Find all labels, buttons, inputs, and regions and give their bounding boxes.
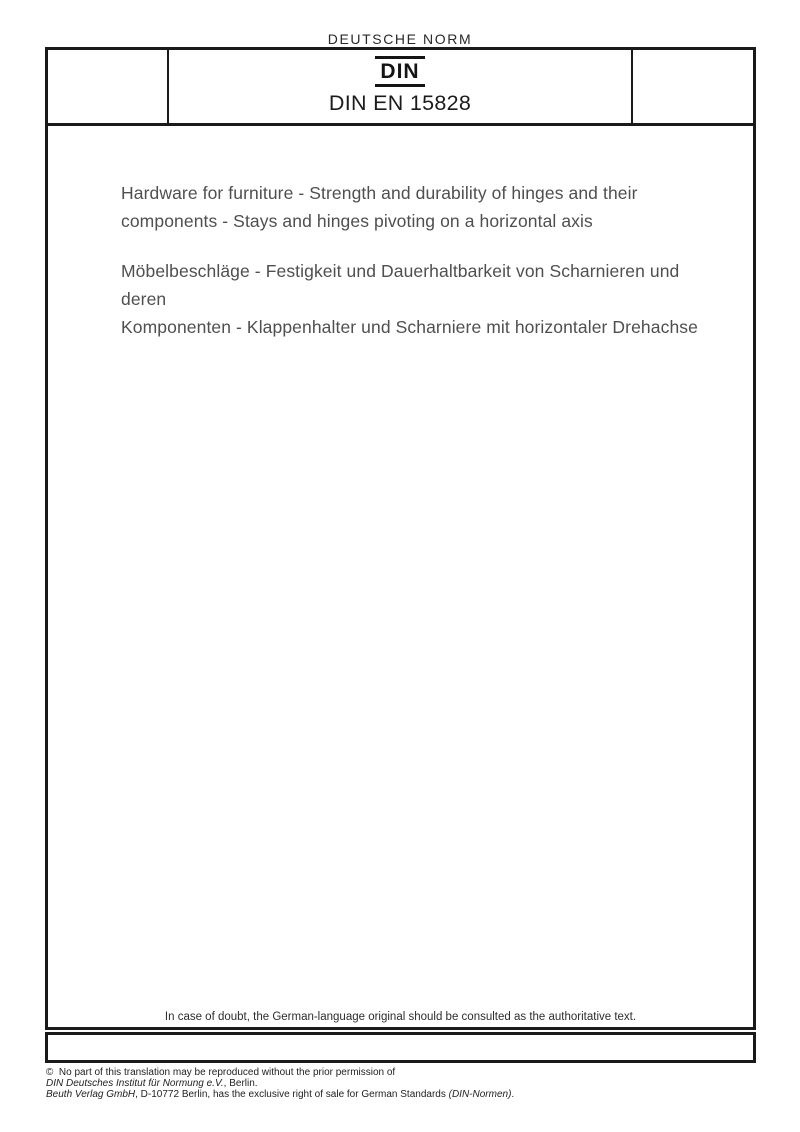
title-german-line2: Komponenten - Klappenhalter und Scharniere mit horizontaler Drehachse <box>121 317 698 337</box>
header-row <box>48 50 753 126</box>
copyright-line2-rest: , Berlin. <box>223 1078 258 1089</box>
header-cell-right <box>633 50 753 123</box>
authoritative-text-note: In case of doubt, the German-language original should be consulted as the authoritative text. <box>164 1011 637 1023</box>
copyright-line3-publisher: Beuth Verlag GmbH <box>46 1089 136 1100</box>
header-cell-left <box>48 50 169 123</box>
title-german <box>121 257 713 341</box>
document-number: DIN EN 15828 <box>328 91 472 115</box>
copyright-line3-text: , D-10772 Berlin, has the exclusive right of sale for German Standards <box>135 1089 449 1100</box>
copyright-line3-din-normen: (DIN-Normen) <box>448 1089 512 1100</box>
title-area <box>48 126 753 1027</box>
din-logo: DIN <box>375 56 424 87</box>
title-german-line1: Möbelbeschläge - Festigkeit und Dauerhaltbarkeit von Scharnieren und deren <box>121 261 680 309</box>
copyright-block <box>46 1067 514 1100</box>
standard-frame <box>45 47 756 1030</box>
copyright-line1: © No part of this translation may be reproduced without the prior permission of <box>46 1067 396 1078</box>
title-english-line2: components - Stays and hinges pivoting on a horizontal axis <box>121 211 593 231</box>
title-english-line1: Hardware for furniture - Strength and durability of hinges and their <box>121 183 638 203</box>
copyright-line2 <box>46 1078 514 1089</box>
copyright-line3 <box>46 1089 514 1100</box>
deutsche-norm-label: DEUTSCHE NORM <box>327 31 473 47</box>
copyright-line3-rest: . <box>511 1089 515 1100</box>
title-english <box>121 179 713 235</box>
copyright-line2-publisher: DIN Deutsches Institut für Normung e.V. <box>46 1078 224 1089</box>
empty-footer-box <box>45 1032 756 1063</box>
header-cell-center <box>169 50 633 123</box>
